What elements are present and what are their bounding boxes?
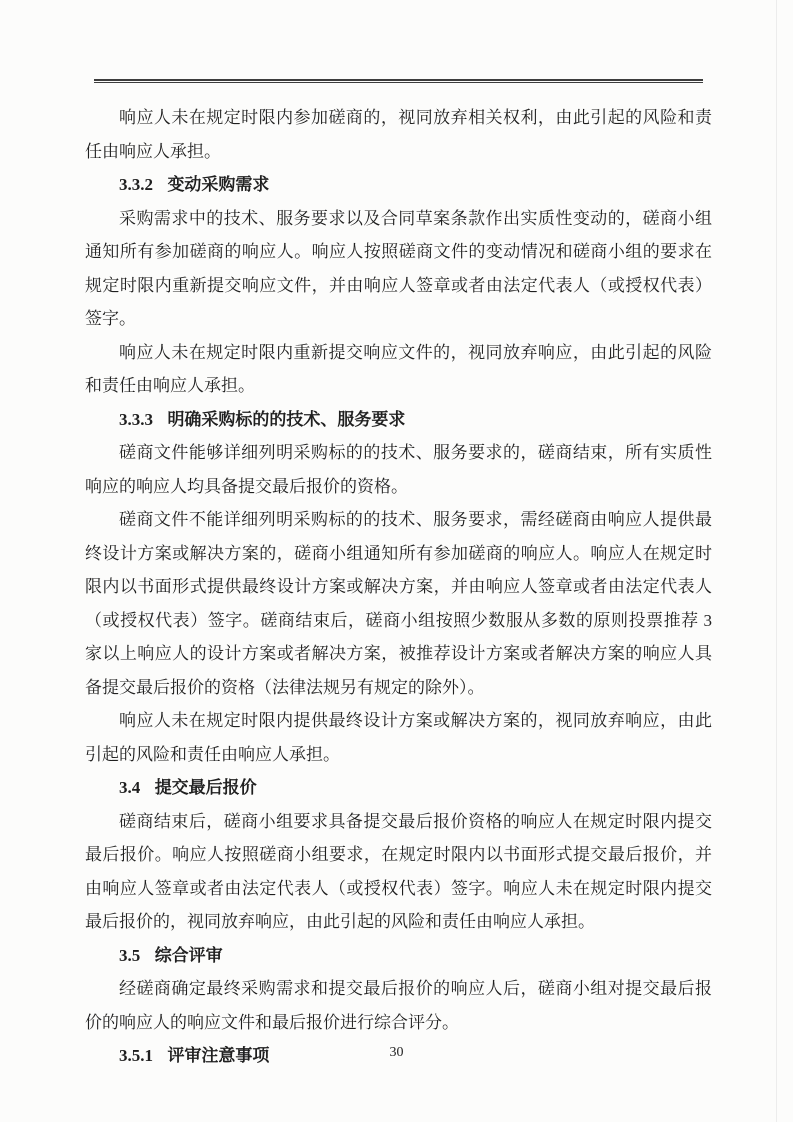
body-paragraph: 磋商文件不能详细列明采购标的的技术、服务要求，需经磋商由响应人提供最终设计方案或解决方案的，磋商小组通知所有参加磋商的响应人。响应人在规定时限内以书面形式提供最终设计方案或解决方案，并由响应人签章或者由法定代表人（或授权代表）签字。磋商结束后，磋商小组按照少数服从多数的原则投票推荐 3 家以上响应人的设计方案或者解决方案，被推荐设计方案或者解决方案的响应人具备提交最后报价的资格（法律法规另有规定的除外）。: [85, 510, 712, 697]
section-heading: [85, 168, 712, 202]
scan-artifact-line: [776, 0, 777, 1122]
body-paragraph: 响应人未在规定时限内提供最终设计方案或解决方案的，视同放弃响应，由此引起的风险和责任由响应人承担。: [85, 711, 712, 764]
body-paragraph: 采购需求中的技术、服务要求以及合同草案条款作出实质性变动的，磋商小组通知所有参加磋商的响应人。响应人按照磋商文件的变动情况和磋商小组的要求在规定时限内重新提交响应文件，并由响应人签章或者由法定代表人（或授权代表）签字。: [85, 208, 712, 328]
section-title: 评审注意事项: [167, 1046, 270, 1065]
section-heading: [85, 939, 712, 973]
section-heading: [85, 403, 712, 437]
body-paragraph: 响应人未在规定时限内重新提交响应文件的，视同放弃响应，由此引起的风险和责任由响应人承担。: [85, 342, 712, 395]
section-number: 3.4: [119, 778, 141, 797]
section-number: 3.5.1: [119, 1046, 153, 1065]
section-title: 明确采购标的的技术、服务要求: [167, 409, 406, 429]
body-paragraph: 磋商结束后，磋商小组要求具备提交最后报价资格的响应人在规定时限内提交最后报价。响应人按照磋商小组要求，在规定时限内以书面形式提交最后报价，并由响应人签章或者由法定代表人（或授权代表）签字。响应人未在规定时限内提交最后报价的，视同放弃响应，由此引起的风险和责任由响应人承担。: [85, 811, 712, 931]
body-paragraph: 响应人未在规定时限内参加磋商的，视同放弃相关权利，由此引起的风险和责任由响应人承担。: [85, 108, 712, 161]
header-double-rule: [94, 79, 703, 83]
section-number: 3.5: [119, 945, 141, 965]
body-paragraph: 磋商文件能够详细列明采购标的的技术、服务要求的，磋商结束，所有实质性响应的响应人均具备提交最后报价的资格。: [85, 443, 712, 496]
header-rule-top-line: [94, 79, 703, 81]
section-number: 3.3.3: [119, 409, 153, 429]
page-number: 30: [389, 1045, 404, 1060]
section-number: 3.3.2: [119, 175, 153, 194]
section-title: 提交最后报价: [154, 778, 257, 797]
document-body: [85, 101, 712, 1073]
section-heading: [85, 771, 712, 805]
section-title: 综合评审: [154, 945, 223, 965]
section-title: 变动采购需求: [167, 175, 270, 194]
header-rule-bottom-line: [94, 82, 703, 83]
body-paragraph: 经磋商确定最终采购需求和提交最后报价的响应人后，磋商小组对提交最后报价的响应人的响应文件和最后报价进行综合评分。: [85, 979, 712, 1032]
